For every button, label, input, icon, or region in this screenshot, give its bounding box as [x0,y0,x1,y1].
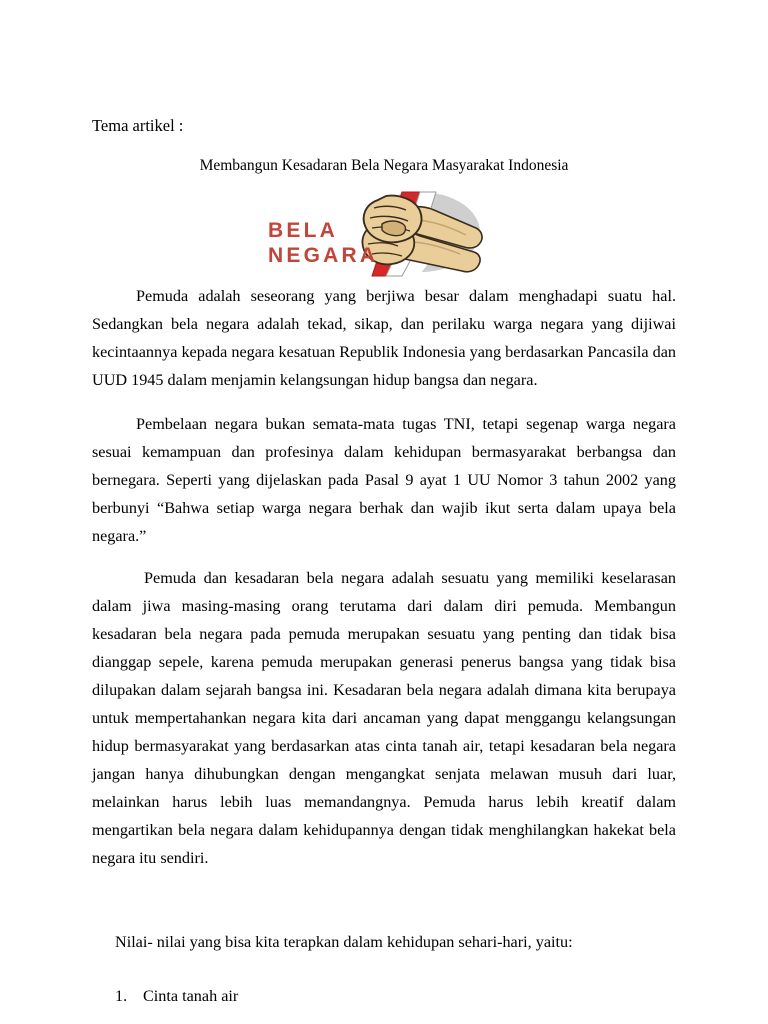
logo-block [92,190,676,282]
article-title: Membangun Kesadaran Bela Negara Masyarakat Indonesia [199,157,569,174]
paragraph-2: Pembelaan negara bukan semata-mata tugas TNI, tetapi segenap warga negara sesuai kemampuan dan profesinya dalam kehidupan bermasyarakat berbangsa dan bernegara. Seperti yang dijelaskan pada Pasal 9 ayat 1 UU Nomor 3 tahun 2002 yang berbunyi “Bahwa setiap warga negara berhak dan wajib ikut serta dalam upaya bela negara.” [92,415,676,545]
tema-artikel-label: Tema artikel : [92,116,184,135]
list-item-number: 1. [115,987,128,1005]
list-lead-text: Nilai- nilai yang bisa kita terapkan dalam kehidupan sehari-hari, yaitu: [115,933,573,951]
values-list [92,982,676,1010]
bela-negara-logo [260,190,496,280]
svg-text:NEGARA: NEGARA [268,244,379,267]
paragraph-1: Pemuda adalah seseorang yang berjiwa besar dalam menghadapi suatu hal. Sedangkan bela negara adalah tekad, sikap, dan perilaku warga negara yang dijiwai kecintaannya kepada negara kesatuan Republik Indonesia yang berdasarkan Pancasila dan UUD 1945 dalam menjamin kelangsungan hidup bangsa dan negara. [92,287,676,389]
document-body [92,112,676,1010]
svg-text:BELA: BELA [268,219,338,242]
list-item [92,982,676,1010]
paragraph-3: Pemuda dan kesadaran bela negara adalah sesuatu yang memiliki keselarasan dalam jiwa masing-masing orang terutama dari dalam diri pemuda. Membangun kesadaran bela negara pada pemuda merupakan sesuatu yang penting dan tidak bisa dianggap sepele, karena pemuda merupakan generasi penerus bangsa yang tidak bisa dilupakan dalam sejarah bangsa ini. Kesadaran bela negara adalah dimana kita berupaya untuk mempertahankan negara kita dari ancaman yang dapat menggangu kelangsungan hidup bermasyarakat yang berdasarkan atas cinta tanah air, tetapi kesadaran bela negara jangan hanya dihubungkan dengan mengangkat senjata melawan musuh dari luar, melainkan harus lebih luas memandangnya. Pemuda harus lebih kreatif dalam mengartikan bela negara dalam kehidupannya dengan tidak menghilangkan hakekat bela negara itu sendiri. [92,569,676,867]
list-item-label: Cinta tanah air [143,987,239,1005]
